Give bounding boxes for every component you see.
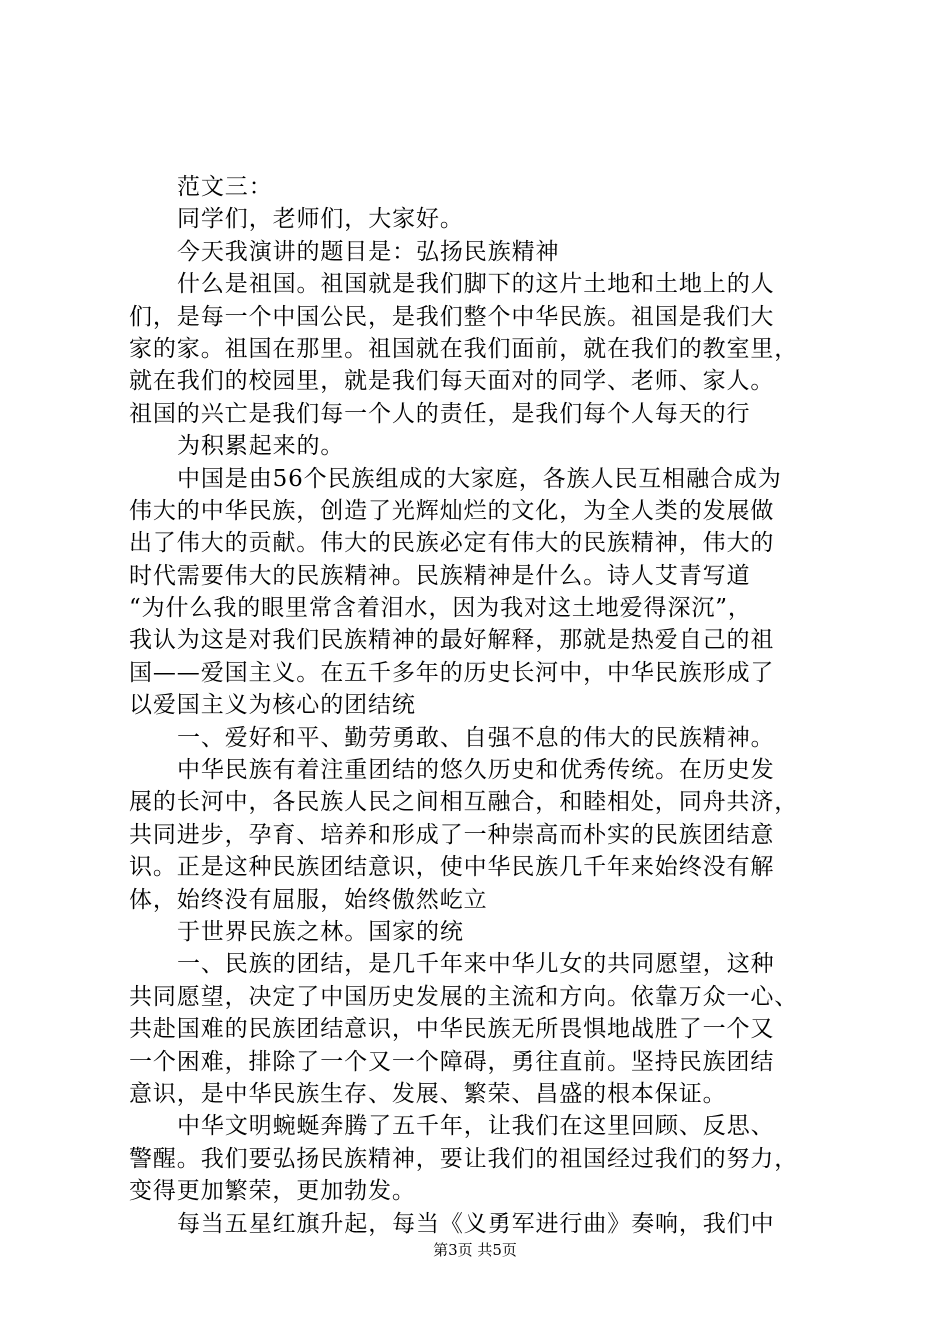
text-line: 为积累起来的。 xyxy=(177,433,345,460)
text-line: 共赴国难的民族团结意识，中华民族无所畏惧地战胜了一个又 xyxy=(129,1016,775,1043)
text-line: 什么是祖国。祖国就是我们脚下的这片土地和土地上的人 xyxy=(177,271,775,298)
text-line: 出了伟大的贡献。伟大的民族必定有伟大的民族精神，伟大的 xyxy=(129,530,775,557)
text-line: 今天我演讲的题目是：弘扬民族精神 xyxy=(177,238,560,265)
text-line: 以爱国主义为核心的团结统 xyxy=(129,692,416,719)
text-line: 每当五星红旗升起，每当《义勇军进行曲》奏响，我们中 xyxy=(177,1210,775,1237)
text-line: 我认为这是对我们民族精神的最好解释，那就是热爱自己的祖 xyxy=(129,627,775,654)
text-line: 于世界民族之林。国家的统 xyxy=(177,918,464,945)
text-line: 警醒。我们要弘扬民族精神，要让我们的祖国经过我们的努力， xyxy=(129,1145,799,1172)
text-line: 就在我们的校园里，就是我们每天面对的同学、老师、家人。 xyxy=(129,368,775,395)
text-line: 中华民族有着注重团结的悠久历史和优秀传统。在历史发 xyxy=(177,757,775,784)
text-line: 们，是每一个中国公民，是我们整个中华民族。祖国是我们大 xyxy=(129,303,775,330)
text-line: 伟大的中华民族，创造了光辉灿烂的文化，为全人类的发展做 xyxy=(129,497,775,524)
text-line: 一、爱好和平、勤劳勇敢、自强不息的伟大的民族精神。 xyxy=(177,724,775,751)
text-line: 同学们，老师们，大家好。 xyxy=(177,206,464,233)
page-footer: 第3页 共5页 xyxy=(433,1241,517,1259)
text-line: 变得更加繁荣，更加勃发。 xyxy=(129,1178,416,1205)
text-line: 家的家。祖国在那里。祖国就在我们面前，就在我们的教室里， xyxy=(129,335,799,362)
text-line: 中华文明蜿蜒奔腾了五千年，让我们在这里回顾、反思、 xyxy=(177,1113,775,1140)
text-line: 中国是由56个民族组成的大家庭，各族人民互相融合成为 xyxy=(177,465,782,492)
text-line: 意识，是中华民族生存、发展、繁荣、昌盛的根本保证。 xyxy=(129,1080,727,1107)
text-line: 一个困难，排除了一个又一个障碍，勇往直前。坚持民族团结 xyxy=(129,1048,775,1075)
text-line: “为什么我的眼里常含着泪水，因为我对这土地爱得深沉”， xyxy=(129,595,752,622)
text-line: 展的长河中，各民族人民之间相互融合，和睦相处，同舟共济， xyxy=(129,789,799,816)
text-line: 识。正是这种民族团结意识，使中华民族几千年来始终没有解 xyxy=(129,854,775,881)
document-body xyxy=(129,171,839,1240)
text-line: 祖国的兴亡是我们每一个人的责任，是我们每个人每天的行 xyxy=(129,400,751,427)
text-line: 共同进步，孕育、培养和形成了一种崇高而朴实的民族团结意 xyxy=(129,821,775,848)
text-line: 共同愿望，决定了中国历史发展的主流和方向。依靠万众一心、 xyxy=(129,983,799,1010)
text-line: 时代需要伟大的民族精神。民族精神是什么。诗人艾青写道 xyxy=(129,562,751,589)
text-line: 国——爱国主义。在五千多年的历史长河中，中华民族形成了 xyxy=(129,659,775,686)
text-line: 体，始终没有屈服，始终傲然屹立 xyxy=(129,886,488,913)
text-line: 范文三： xyxy=(177,174,273,200)
text-line: 一、民族的团结，是几千年来中华儿女的共同愿望，这种 xyxy=(177,951,775,978)
